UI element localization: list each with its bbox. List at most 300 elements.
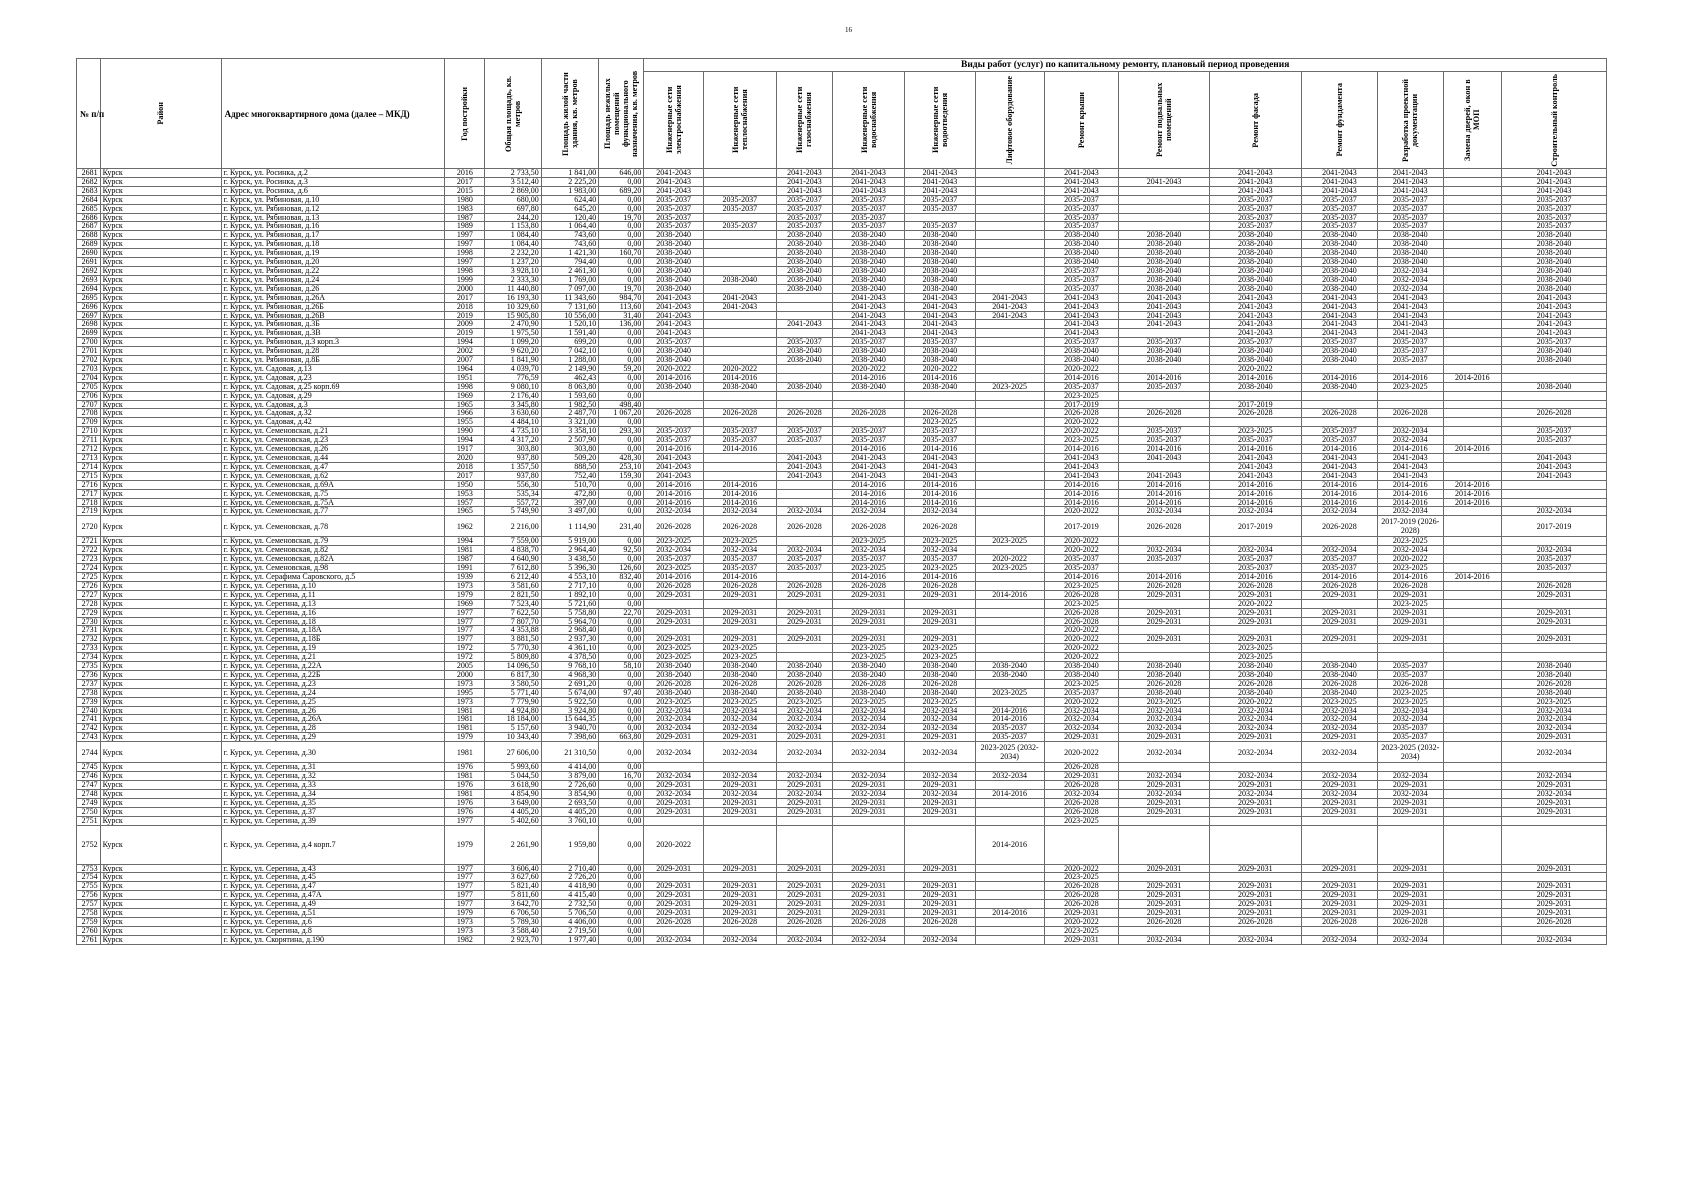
cell-nonres-area: 19,70 (599, 213, 644, 222)
cell-work-design-docs: 2035-2037 (1377, 356, 1443, 365)
cell-work-gas: 2029-2031 (776, 909, 832, 918)
cell-year: 1950 (445, 480, 485, 489)
cell-row-num: 2731 (77, 626, 101, 635)
cell-work-heating: 2038-2040 (703, 275, 776, 284)
cell-work-sewer: 2014-2016 (904, 480, 975, 489)
cell-work-elevator (975, 873, 1044, 882)
cell-work-design-docs: 2029-2031 (1377, 798, 1443, 807)
cell-district: Курск (100, 891, 221, 900)
cell-work-water: 2014-2016 (833, 489, 905, 498)
cell-total-area: 3 580,50 (485, 679, 541, 688)
cell-work-heating: 2029-2031 (703, 635, 776, 644)
cell-nonres-area: 126,60 (599, 564, 644, 573)
col-header-num: № п/п (77, 59, 101, 169)
cell-work-electric: 2023-2025 (644, 644, 704, 653)
table-row (77, 302, 1607, 311)
cell-address: г. Курск, ул. Семеновская, д.82А (221, 555, 445, 564)
cell-work-gas (776, 364, 832, 373)
cell-work-basement: 2038-2040 (1119, 249, 1209, 258)
cell-work-sewer: 2032-2034 (904, 546, 975, 555)
cell-row-num: 2681 (77, 169, 101, 178)
cell-work-elevator (975, 418, 1044, 427)
cell-work-heating: 2020-2022 (703, 364, 776, 373)
cell-work-doors-windows (1443, 772, 1501, 781)
cell-work-basement: 2029-2031 (1119, 733, 1209, 742)
cell-work-basement: 2032-2034 (1119, 507, 1209, 516)
cell-total-area: 5 993,60 (485, 763, 541, 772)
cell-work-facade: 2020-2022 (1209, 364, 1301, 373)
cell-work-elevator: 2041-2043 (975, 311, 1044, 320)
cell-work-heating: 2035-2037 (703, 564, 776, 573)
cell-work-electric: 2014-2016 (644, 489, 704, 498)
cell-address: г. Курск, ул. Рябиновая, д.16 (221, 222, 445, 231)
cell-work-design-docs: 2017-2019 (2026-2028) (1377, 516, 1443, 537)
cell-address: г. Курск, ул. Росинка, д.6 (221, 186, 445, 195)
cell-row-num: 2753 (77, 864, 101, 873)
cell-nonres-area: 0,00 (599, 391, 644, 400)
cell-work-roof: 2038-2040 (1044, 231, 1119, 240)
cell-row-num: 2746 (77, 772, 101, 781)
cell-work-heating: 2032-2034 (703, 789, 776, 798)
col-header-work: Инженерные сети водоотведения (904, 72, 975, 169)
cell-work-heating: 2032-2034 (703, 935, 776, 944)
cell-district: Курск (100, 679, 221, 688)
cell-district: Курск (100, 807, 221, 816)
cell-row-num: 2697 (77, 311, 101, 320)
cell-nonres-area: 0,00 (599, 670, 644, 679)
cell-work-sewer: 2032-2034 (904, 715, 975, 724)
cell-work-construction-control: 2032-2034 (1502, 742, 1607, 763)
cell-work-foundation: 2014-2016 (1302, 480, 1378, 489)
cell-work-basement: 2026-2028 (1119, 581, 1209, 590)
cell-address: г. Курск, ул. Садовая, д.25 корп.69 (221, 382, 445, 391)
cell-address: г. Курск, ул. Садовая, д.23 (221, 373, 445, 382)
cell-work-foundation: 2038-2040 (1302, 275, 1378, 284)
cell-district: Курск (100, 688, 221, 697)
cell-work-heating (703, 454, 776, 463)
cell-year: 2019 (445, 329, 485, 338)
cell-work-roof: 2023-2025 (1044, 436, 1119, 445)
cell-work-design-docs: 2035-2037 (1377, 347, 1443, 356)
cell-work-sewer: 2029-2031 (904, 882, 975, 891)
cell-work-sewer: 2041-2043 (904, 302, 975, 311)
cell-work-construction-control: 2017-2019 (1502, 516, 1607, 537)
cell-work-doors-windows (1443, 284, 1501, 293)
cell-year: 1976 (445, 781, 485, 790)
cell-year: 1989 (445, 222, 485, 231)
cell-work-construction-control: 2035-2037 (1502, 213, 1607, 222)
header-row-group (77, 59, 1607, 72)
cell-address: г. Курск, ул. Садовая, д.29 (221, 391, 445, 400)
cell-year: 2019 (445, 311, 485, 320)
cell-total-area: 5 770,30 (485, 644, 541, 653)
cell-row-num: 2761 (77, 935, 101, 944)
cell-work-facade: 2029-2031 (1209, 608, 1301, 617)
cell-work-water: 2041-2043 (833, 462, 905, 471)
cell-living-area: 15 644,35 (541, 715, 598, 724)
cell-total-area: 6 212,40 (485, 572, 541, 581)
cell-work-electric: 2038-2040 (644, 284, 704, 293)
cell-address: г. Курск, ул. Рябиновая, д.24 (221, 275, 445, 284)
cell-work-electric: 2029-2031 (644, 608, 704, 617)
cell-work-basement: 2026-2028 (1119, 409, 1209, 418)
cell-work-sewer: 2026-2028 (904, 581, 975, 590)
cell-work-facade: 2035-2037 (1209, 204, 1301, 213)
cell-work-electric: 2038-2040 (644, 356, 704, 365)
cell-living-area: 2 964,40 (541, 546, 598, 555)
cell-work-design-docs: 2041-2043 (1377, 329, 1443, 338)
cell-work-roof: 2020-2022 (1044, 364, 1119, 373)
cell-living-area: 2 691,20 (541, 679, 598, 688)
table-row (77, 391, 1607, 400)
cell-work-doors-windows (1443, 364, 1501, 373)
cell-living-area: 1 983,00 (541, 186, 598, 195)
cell-work-electric: 2032-2034 (644, 706, 704, 715)
cell-work-electric: 2023-2025 (644, 537, 704, 546)
cell-address: г. Курск, ул. Рябиновая, д.26В (221, 311, 445, 320)
table-row (77, 733, 1607, 742)
cell-district: Курск (100, 266, 221, 275)
cell-work-elevator (975, 445, 1044, 454)
cell-work-electric: 2035-2037 (644, 427, 704, 436)
cell-work-foundation: 2032-2034 (1302, 546, 1378, 555)
cell-work-doors-windows (1443, 816, 1501, 825)
cell-row-num: 2730 (77, 617, 101, 626)
table-row (77, 471, 1607, 480)
cell-nonres-area: 646,00 (599, 169, 644, 178)
cell-work-facade (1209, 825, 1301, 864)
cell-row-num: 2713 (77, 454, 101, 463)
cell-work-construction-control: 2029-2031 (1502, 900, 1607, 909)
cell-work-doors-windows (1443, 781, 1501, 790)
cell-address: г. Курск, ул. Рябиновая, д.20 (221, 258, 445, 267)
cell-row-num: 2735 (77, 662, 101, 671)
cell-work-doors-windows (1443, 382, 1501, 391)
cell-work-doors-windows (1443, 400, 1501, 409)
cell-work-facade: 2038-2040 (1209, 231, 1301, 240)
cell-row-num: 2687 (77, 222, 101, 231)
cell-year: 1994 (445, 436, 485, 445)
cell-nonres-area: 0,00 (599, 873, 644, 882)
cell-work-gas: 2032-2034 (776, 724, 832, 733)
cell-work-gas: 2029-2031 (776, 864, 832, 873)
cell-work-facade: 2032-2034 (1209, 724, 1301, 733)
cell-work-doors-windows (1443, 418, 1501, 427)
table-row (77, 186, 1607, 195)
cell-work-doors-windows (1443, 195, 1501, 204)
cell-work-foundation: 2029-2031 (1302, 733, 1378, 742)
cell-work-sewer: 2029-2031 (904, 909, 975, 918)
cell-year: 1987 (445, 213, 485, 222)
cell-row-num: 2740 (77, 706, 101, 715)
cell-district: Курск (100, 864, 221, 873)
cell-nonres-area: 1 067,20 (599, 409, 644, 418)
cell-living-area: 1 769,00 (541, 275, 598, 284)
cell-work-basement (1119, 599, 1209, 608)
cell-work-foundation: 2029-2031 (1302, 864, 1378, 873)
cell-work-water: 2035-2037 (833, 222, 905, 231)
cell-work-doors-windows (1443, 909, 1501, 918)
cell-total-area: 2 470,90 (485, 320, 541, 329)
cell-work-doors-windows (1443, 546, 1501, 555)
cell-work-roof: 2035-2037 (1044, 204, 1119, 213)
cell-work-gas: 2038-2040 (776, 382, 832, 391)
cell-work-basement: 2038-2040 (1119, 231, 1209, 240)
cell-total-area: 1 099,20 (485, 338, 541, 347)
cell-work-elevator (975, 275, 1044, 284)
cell-row-num: 2683 (77, 186, 101, 195)
cell-work-electric: 2041-2043 (644, 329, 704, 338)
cell-work-gas: 2032-2034 (776, 935, 832, 944)
cell-work-electric: 2029-2031 (644, 590, 704, 599)
cell-work-water: 2026-2028 (833, 516, 905, 537)
cell-nonres-area: 0,00 (599, 807, 644, 816)
cell-district: Курск (100, 825, 221, 864)
cell-total-area: 1 975,50 (485, 329, 541, 338)
cell-address: г. Курск, ул. Семеновская, д.26 (221, 445, 445, 454)
cell-living-area: 510,70 (541, 480, 598, 489)
cell-nonres-area: 0,00 (599, 644, 644, 653)
cell-total-area: 14 096,50 (485, 662, 541, 671)
cell-work-basement (1119, 391, 1209, 400)
cell-address: г. Курск, ул. Серегина, д.30 (221, 742, 445, 763)
cell-living-area: 4 414,00 (541, 763, 598, 772)
cell-work-sewer: 2038-2040 (904, 356, 975, 365)
cell-work-sewer: 2041-2043 (904, 169, 975, 178)
cell-work-roof: 2026-2028 (1044, 882, 1119, 891)
cell-work-sewer: 2041-2043 (904, 329, 975, 338)
cell-work-basement: 2038-2040 (1119, 670, 1209, 679)
cell-total-area: 5 811,60 (485, 891, 541, 900)
cell-address: г. Курск, ул. Рябиновая, д.28 (221, 347, 445, 356)
cell-year: 1997 (445, 231, 485, 240)
cell-nonres-area: 0,00 (599, 445, 644, 454)
cell-district: Курск (100, 516, 221, 537)
cell-work-heating: 2032-2034 (703, 706, 776, 715)
cell-work-roof: 2038-2040 (1044, 662, 1119, 671)
cell-year: 2007 (445, 356, 485, 365)
cell-work-design-docs: 2014-2016 (1377, 480, 1443, 489)
cell-work-basement: 2026-2028 (1119, 679, 1209, 688)
cell-work-roof: 2020-2022 (1044, 635, 1119, 644)
cell-year: 2000 (445, 284, 485, 293)
table-row (77, 608, 1607, 617)
cell-work-basement: 2038-2040 (1119, 240, 1209, 249)
cell-row-num: 2739 (77, 697, 101, 706)
cell-work-doors-windows (1443, 715, 1501, 724)
cell-work-water: 2026-2028 (833, 917, 905, 926)
cell-work-doors-windows (1443, 454, 1501, 463)
cell-work-elevator (975, 231, 1044, 240)
cell-work-design-docs: 2041-2043 (1377, 169, 1443, 178)
cell-work-sewer: 2026-2028 (904, 516, 975, 537)
cell-work-facade: 2014-2016 (1209, 480, 1301, 489)
cell-work-elevator: 2014-2016 (975, 590, 1044, 599)
cell-work-electric: 2023-2025 (644, 697, 704, 706)
cell-district: Курск (100, 204, 221, 213)
cell-district: Курск (100, 338, 221, 347)
cell-work-heating: 2041-2043 (703, 302, 776, 311)
cell-district: Курск (100, 329, 221, 338)
cell-work-facade: 2014-2016 (1209, 498, 1301, 507)
cell-work-construction-control: 2032-2034 (1502, 935, 1607, 944)
cell-work-facade: 2038-2040 (1209, 258, 1301, 267)
cell-work-doors-windows (1443, 427, 1501, 436)
cell-work-electric: 2038-2040 (644, 347, 704, 356)
cell-address: г. Курск, ул. Семеновская, д.75А (221, 498, 445, 507)
table-row (77, 364, 1607, 373)
cell-nonres-area: 0,00 (599, 266, 644, 275)
cell-total-area: 2 216,00 (485, 516, 541, 537)
cell-nonres-area: 0,00 (599, 798, 644, 807)
cell-work-doors-windows: 2014-2016 (1443, 489, 1501, 498)
cell-living-area: 7 042,10 (541, 347, 598, 356)
cell-work-basement: 2029-2031 (1119, 909, 1209, 918)
col-header-work: Ремонт подвальных помещений (1119, 72, 1209, 169)
cell-work-doors-windows (1443, 635, 1501, 644)
cell-work-foundation: 2029-2031 (1302, 608, 1378, 617)
cell-work-foundation: 2029-2031 (1302, 909, 1378, 918)
cell-year: 2020 (445, 454, 485, 463)
cell-living-area: 7 097,00 (541, 284, 598, 293)
cell-work-elevator (975, 409, 1044, 418)
cell-work-facade: 2020-2022 (1209, 599, 1301, 608)
cell-work-water: 2026-2028 (833, 581, 905, 590)
cell-living-area: 3 321,00 (541, 418, 598, 427)
cell-work-gas: 2041-2043 (776, 462, 832, 471)
capital-repair-table (76, 58, 1607, 945)
cell-district: Курск (100, 222, 221, 231)
cell-living-area: 1 982,50 (541, 400, 598, 409)
cell-year: 1977 (445, 882, 485, 891)
cell-district: Курск (100, 882, 221, 891)
cell-row-num: 2705 (77, 382, 101, 391)
cell-work-electric: 2029-2031 (644, 781, 704, 790)
cell-work-facade: 2035-2037 (1209, 436, 1301, 445)
col-header-work: Инженерные сети теплоснабжения (703, 72, 776, 169)
cell-year: 1977 (445, 873, 485, 882)
cell-work-design-docs: 2035-2037 (1377, 733, 1443, 742)
cell-work-heating (703, 320, 776, 329)
cell-work-electric: 2035-2037 (644, 436, 704, 445)
cell-work-roof: 2035-2037 (1044, 284, 1119, 293)
cell-nonres-area: 0,00 (599, 480, 644, 489)
cell-work-elevator: 2023-2025 (975, 688, 1044, 697)
cell-work-water: 2041-2043 (833, 471, 905, 480)
cell-work-water: 2035-2037 (833, 427, 905, 436)
cell-row-num: 2698 (77, 320, 101, 329)
cell-year: 1955 (445, 418, 485, 427)
cell-total-area: 3 630,60 (485, 409, 541, 418)
cell-work-gas: 2029-2031 (776, 891, 832, 900)
cell-address: г. Курск, ул. Серегина, д.4 корп.7 (221, 825, 445, 864)
cell-address: г. Курск, ул. Серегина, д.43 (221, 864, 445, 873)
cell-living-area: 1 421,30 (541, 249, 598, 258)
cell-year: 1990 (445, 427, 485, 436)
cell-work-facade: 2014-2016 (1209, 572, 1301, 581)
cell-work-electric: 2038-2040 (644, 670, 704, 679)
cell-nonres-area: 92,50 (599, 546, 644, 555)
cell-work-elevator: 2014-2016 (975, 715, 1044, 724)
cell-nonres-area: 0,00 (599, 781, 644, 790)
cell-work-gas: 2038-2040 (776, 356, 832, 365)
cell-district: Курск (100, 816, 221, 825)
cell-work-construction-control: 2038-2040 (1502, 258, 1607, 267)
cell-work-doors-windows (1443, 302, 1501, 311)
cell-nonres-area: 0,00 (599, 382, 644, 391)
cell-year: 1977 (445, 617, 485, 626)
cell-work-construction-control: 2032-2034 (1502, 772, 1607, 781)
cell-living-area: 21 310,50 (541, 742, 598, 763)
cell-year: 2018 (445, 302, 485, 311)
cell-work-heating: 2035-2037 (703, 204, 776, 213)
cell-work-foundation: 2041-2043 (1302, 186, 1378, 195)
cell-work-electric: 2041-2043 (644, 454, 704, 463)
cell-address: г. Курск, ул. Семеновская, д.21 (221, 427, 445, 436)
cell-work-construction-control: 2038-2040 (1502, 662, 1607, 671)
cell-work-electric: 2041-2043 (644, 293, 704, 302)
cell-work-design-docs: 2041-2043 (1377, 471, 1443, 480)
cell-work-basement: 2029-2031 (1119, 617, 1209, 626)
cell-work-gas: 2029-2031 (776, 635, 832, 644)
cell-row-num: 2729 (77, 608, 101, 617)
cell-year: 1977 (445, 635, 485, 644)
cell-work-water: 2041-2043 (833, 320, 905, 329)
cell-row-num: 2760 (77, 926, 101, 935)
cell-work-facade: 2035-2037 (1209, 213, 1301, 222)
cell-work-elevator (975, 882, 1044, 891)
table-row (77, 679, 1607, 688)
cell-work-elevator (975, 373, 1044, 382)
cell-living-area: 2 149,90 (541, 364, 598, 373)
cell-year: 1977 (445, 864, 485, 873)
cell-total-area: 4 484,10 (485, 418, 541, 427)
cell-living-area: 2 717,10 (541, 581, 598, 590)
cell-work-roof: 2035-2037 (1044, 275, 1119, 284)
cell-total-area: 4 405,20 (485, 807, 541, 816)
cell-work-basement: 2029-2031 (1119, 891, 1209, 900)
cell-total-area: 10 329,60 (485, 302, 541, 311)
cell-work-elevator (975, 816, 1044, 825)
cell-work-roof: 2014-2016 (1044, 373, 1119, 382)
cell-work-gas: 2041-2043 (776, 177, 832, 186)
cell-work-gas: 2026-2028 (776, 917, 832, 926)
cell-work-doors-windows (1443, 258, 1501, 267)
cell-living-area: 2 968,40 (541, 626, 598, 635)
cell-row-num: 2711 (77, 436, 101, 445)
cell-work-elevator (975, 177, 1044, 186)
cell-work-sewer: 2038-2040 (904, 688, 975, 697)
cell-work-electric: 2032-2034 (644, 742, 704, 763)
cell-work-elevator (975, 400, 1044, 409)
cell-work-gas (776, 293, 832, 302)
col-header-work: Строительный контроль (1502, 72, 1607, 169)
cell-year: 1997 (445, 258, 485, 267)
cell-work-basement: 2041-2043 (1119, 177, 1209, 186)
cell-row-num: 2704 (77, 373, 101, 382)
cell-nonres-area: 428,30 (599, 454, 644, 463)
cell-work-elevator (975, 635, 1044, 644)
cell-nonres-area: 0,00 (599, 195, 644, 204)
cell-work-sewer: 2029-2031 (904, 608, 975, 617)
cell-work-sewer: 2038-2040 (904, 231, 975, 240)
cell-district: Курск (100, 249, 221, 258)
cell-total-area: 15 905,80 (485, 311, 541, 320)
cell-work-construction-control: 2026-2028 (1502, 679, 1607, 688)
cell-total-area: 4 735,10 (485, 427, 541, 436)
cell-nonres-area: 0,00 (599, 258, 644, 267)
cell-work-roof: 2026-2028 (1044, 617, 1119, 626)
